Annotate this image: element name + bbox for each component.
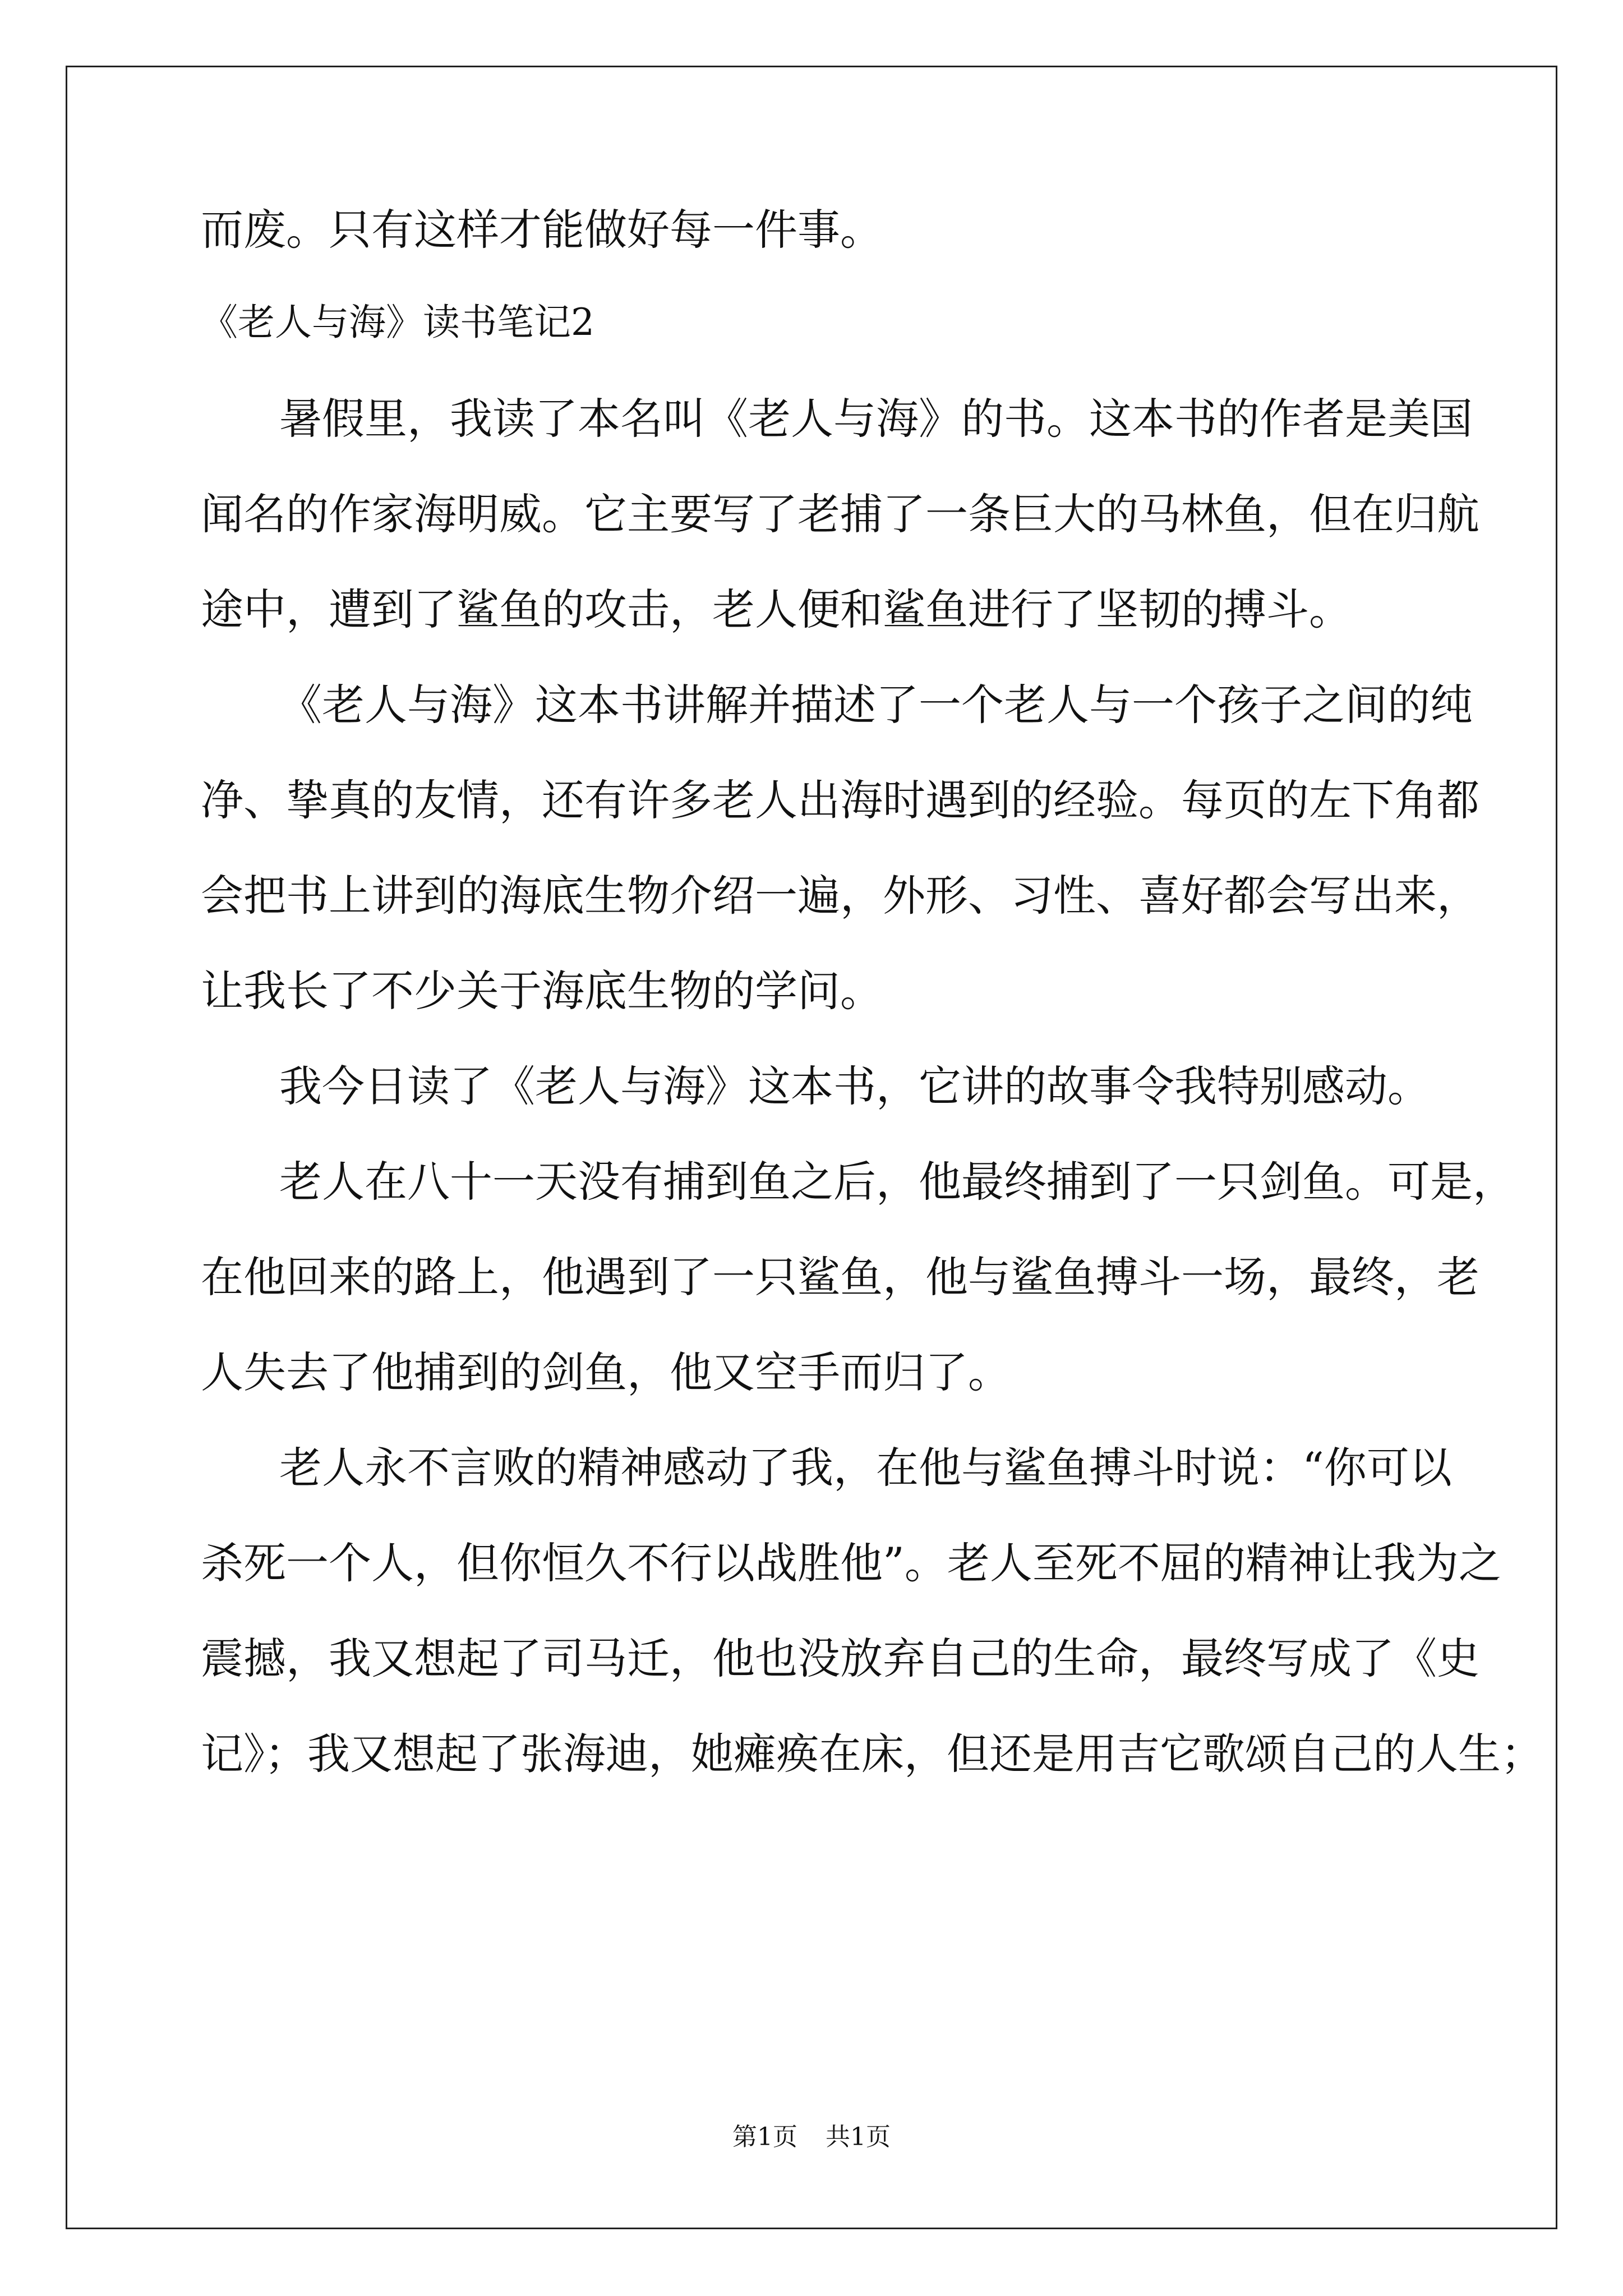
paragraph-line: 净、挚真的友情，还有许多老人出海时遇到的经验。每页的左下角都	[201, 775, 1479, 825]
paragraph-line: 老人在八十一天没有捕到鱼之后，他最终捕到了一只剑鱼。可是，	[279, 1157, 1515, 1207]
paragraph-line: 杀死一个人，但你恒久不行以战胜他”。老人至死不屈的精神让我为之	[201, 1538, 1501, 1588]
paragraph-line: 闻名的作家海明威。它主要写了老捕了一条巨大的马林鱼，但在归航	[201, 489, 1479, 539]
paragraph-line: 我今日读了《老人与海》这本书，它讲的故事令我特别感动。	[279, 1061, 1430, 1111]
page-footer	[0, 2120, 1623, 2154]
paragraph-line: 暑假里，我读了本名叫《老人与海》的书。这本书的作者是美国	[279, 394, 1473, 444]
paragraph-line: 记》；我又想起了张海迪，她瘫痪在床，但还是用吉它歌颂自己的人生；	[201, 1729, 1543, 1779]
paragraph-line: 人失去了他捕到的剑鱼，他又空手而归了。	[201, 1347, 1011, 1397]
page-border	[66, 66, 1557, 2229]
page-total: 共1页	[826, 2123, 891, 2151]
page-number: 第1页	[732, 2123, 797, 2151]
paragraph-line: 老人永不言败的精神感动了我，在他与鲨鱼搏斗时说：“你可以	[279, 1443, 1452, 1493]
paragraph-line: 会把书上讲到的海底生物介绍一遍，外形、习性、喜好都会写出来，	[201, 871, 1479, 921]
paragraph-line: 途中，遭到了鲨鱼的攻击，老人便和鲨鱼进行了坚韧的搏斗。	[201, 585, 1352, 634]
text-line: 而废。只有这样才能做好每一件事。	[201, 205, 883, 255]
section-heading: 《老人与海》读书笔记2	[201, 301, 594, 344]
paragraph-line: 让我长了不少关于海底生物的学问。	[201, 966, 883, 1016]
paragraph-line: 在他回来的路上，他遇到了一只鲨鱼，他与鲨鱼搏斗一场，最终，老	[201, 1252, 1479, 1302]
paragraph-line: 《老人与海》这本书讲解并描述了一个老人与一个孩子之间的纯	[279, 680, 1473, 730]
paragraph-line: 震撼，我又想起了司马迁，他也没放弃自己的生命，最终写成了《史	[201, 1634, 1479, 1683]
